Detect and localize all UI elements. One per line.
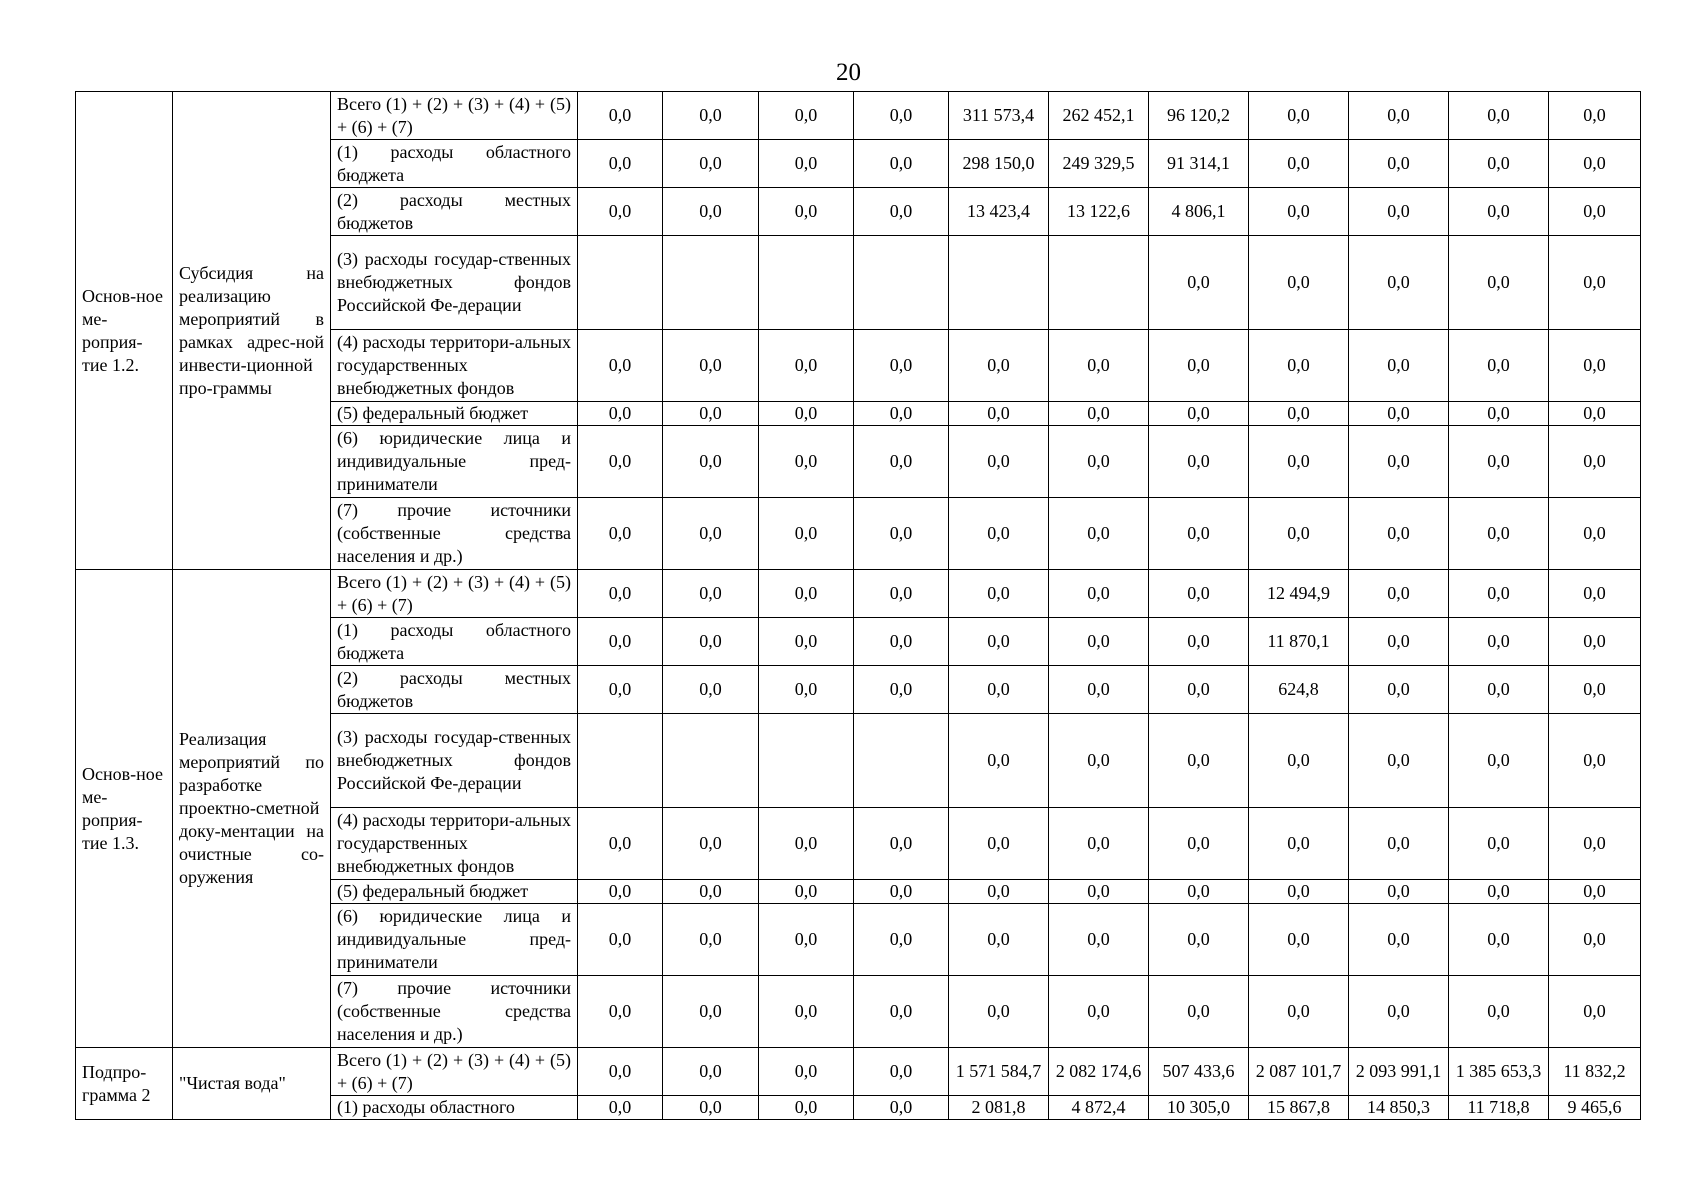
value-cell: 0,0 [854, 1048, 949, 1096]
value-cell: 0,0 [1449, 666, 1549, 714]
value-cell: 0,0 [1049, 330, 1149, 402]
value-cell: 311 573,4 [949, 92, 1049, 140]
value-cell: 0,0 [1349, 618, 1449, 666]
value-cell: 249 329,5 [1049, 140, 1149, 188]
value-cell: 0,0 [1449, 188, 1549, 236]
value-cell: 0,0 [1449, 618, 1549, 666]
value-cell: 0,0 [663, 618, 759, 666]
value-cell: 0,0 [1549, 570, 1641, 618]
value-cell: 0,0 [1549, 904, 1641, 976]
value-cell: 0,0 [1349, 498, 1449, 570]
value-cell: 0,0 [949, 402, 1049, 426]
activity-name-cell: "Чистая вода" [173, 1048, 331, 1120]
value-cell [759, 236, 854, 330]
value-cell: 2 082 174,6 [1049, 1048, 1149, 1096]
value-cell: 0,0 [1549, 236, 1641, 330]
value-cell: 0,0 [663, 330, 759, 402]
value-cell: 0,0 [578, 426, 663, 498]
budget-table [75, 91, 1641, 1120]
budget-table-body [76, 92, 1641, 1120]
value-cell: 0,0 [1149, 880, 1249, 904]
value-cell: 0,0 [949, 808, 1049, 880]
value-cell: 0,0 [1049, 976, 1149, 1048]
value-cell: 262 452,1 [1049, 92, 1149, 140]
value-cell: 0,0 [1449, 140, 1549, 188]
value-cell: 0,0 [1249, 498, 1349, 570]
value-cell: 10 305,0 [1149, 1096, 1249, 1120]
value-cell: 0,0 [1449, 92, 1549, 140]
value-cell: 0,0 [1249, 92, 1349, 140]
value-cell: 0,0 [1149, 976, 1249, 1048]
value-cell: 0,0 [854, 92, 949, 140]
value-cell: 0,0 [1149, 904, 1249, 976]
value-cell: 0,0 [1349, 714, 1449, 808]
value-cell: 0,0 [1349, 188, 1449, 236]
value-cell: 0,0 [759, 402, 854, 426]
value-cell: 0,0 [578, 570, 663, 618]
value-cell: 0,0 [1349, 808, 1449, 880]
value-cell: 0,0 [949, 714, 1049, 808]
value-cell: 0,0 [1249, 904, 1349, 976]
value-cell: 0,0 [1149, 402, 1249, 426]
funding-source-cell: (1) расходы областного бюджета [331, 140, 578, 188]
value-cell: 0,0 [949, 880, 1049, 904]
funding-source-cell: (6) юридические лица и индивидуальные пред-приниматели [331, 426, 578, 498]
value-cell [854, 236, 949, 330]
value-cell: 0,0 [1449, 426, 1549, 498]
value-cell: 0,0 [1049, 402, 1149, 426]
activity-cell: Основ-ное ме-роприя-тие 1.3. [76, 570, 173, 1048]
value-cell [578, 714, 663, 808]
funding-source-cell: (2) расходы местных бюджетов [331, 188, 578, 236]
funding-source-cell: (6) юридические лица и индивидуальные пред-приниматели [331, 904, 578, 976]
value-cell: 0,0 [1549, 330, 1641, 402]
value-cell: 0,0 [663, 402, 759, 426]
value-cell: 0,0 [854, 880, 949, 904]
value-cell: 0,0 [1549, 498, 1641, 570]
value-cell: 0,0 [1349, 402, 1449, 426]
value-cell: 0,0 [759, 188, 854, 236]
value-cell: 0,0 [578, 188, 663, 236]
value-cell: 0,0 [578, 402, 663, 426]
value-cell: 0,0 [759, 426, 854, 498]
value-cell: 0,0 [1549, 618, 1641, 666]
value-cell: 0,0 [949, 904, 1049, 976]
value-cell: 0,0 [1049, 618, 1149, 666]
funding-source-cell: (3) расходы государ-ственных внебюджетных фондов Российской Фе-дерации [331, 714, 578, 808]
value-cell: 0,0 [1449, 236, 1549, 330]
value-cell: 0,0 [1049, 498, 1149, 570]
value-cell: 0,0 [854, 498, 949, 570]
value-cell: 13 423,4 [949, 188, 1049, 236]
value-cell: 0,0 [578, 976, 663, 1048]
value-cell: 0,0 [854, 1096, 949, 1120]
value-cell: 0,0 [1349, 236, 1449, 330]
value-cell: 0,0 [1449, 402, 1549, 426]
funding-source-cell: Всего (1) + (2) + (3) + (4) + (5) + (6) + (7) [331, 1048, 578, 1096]
activity-name-cell: Реализация мероприятий по разработке проектно-сметной доку-ментации на очистные со-оружения [173, 570, 331, 1048]
value-cell: 0,0 [578, 904, 663, 976]
value-cell: 0,0 [1449, 976, 1549, 1048]
activity-cell: Основ-ное ме-роприя-тие 1.2. [76, 92, 173, 570]
value-cell: 0,0 [663, 666, 759, 714]
value-cell: 0,0 [949, 426, 1049, 498]
value-cell: 0,0 [578, 92, 663, 140]
value-cell: 0,0 [1349, 140, 1449, 188]
value-cell: 0,0 [949, 618, 1049, 666]
funding-source-cell: Всего (1) + (2) + (3) + (4) + (5) + (6) + (7) [331, 570, 578, 618]
value-cell: 0,0 [1549, 808, 1641, 880]
value-cell: 0,0 [949, 570, 1049, 618]
value-cell: 0,0 [1449, 808, 1549, 880]
value-cell: 0,0 [1049, 880, 1149, 904]
value-cell: 0,0 [759, 140, 854, 188]
value-cell: 507 433,6 [1149, 1048, 1249, 1096]
value-cell: 0,0 [1049, 808, 1149, 880]
value-cell: 0,0 [1349, 904, 1449, 976]
value-cell: 0,0 [663, 92, 759, 140]
value-cell: 1 571 584,7 [949, 1048, 1049, 1096]
value-cell: 0,0 [1549, 976, 1641, 1048]
page-number: 20 [836, 59, 861, 86]
value-cell: 0,0 [854, 666, 949, 714]
funding-source-cell: Всего (1) + (2) + (3) + (4) + (5) + (6) + (7) [331, 92, 578, 140]
value-cell [663, 236, 759, 330]
value-cell: 0,0 [663, 808, 759, 880]
value-cell: 2 081,8 [949, 1096, 1049, 1120]
value-cell: 0,0 [1149, 330, 1249, 402]
value-cell: 0,0 [1149, 618, 1249, 666]
value-cell: 0,0 [1249, 140, 1349, 188]
value-cell: 0,0 [1449, 498, 1549, 570]
value-cell: 0,0 [1349, 330, 1449, 402]
table-row [76, 570, 1641, 618]
value-cell: 0,0 [1249, 330, 1349, 402]
value-cell: 4 872,4 [1049, 1096, 1149, 1120]
value-cell: 0,0 [1549, 666, 1641, 714]
value-cell: 0,0 [1549, 880, 1641, 904]
value-cell: 0,0 [663, 188, 759, 236]
funding-source-cell: (4) расходы территори-альных государственных внебюджетных фондов [331, 808, 578, 880]
value-cell: 0,0 [1149, 570, 1249, 618]
funding-source-cell: (7) прочие источники (собственные средства населения и др.) [331, 976, 578, 1048]
value-cell: 0,0 [854, 618, 949, 666]
value-cell: 0,0 [1049, 714, 1149, 808]
value-cell: 15 867,8 [1249, 1096, 1349, 1120]
value-cell: 0,0 [759, 808, 854, 880]
value-cell: 12 494,9 [1249, 570, 1349, 618]
value-cell: 0,0 [759, 498, 854, 570]
value-cell: 0,0 [1349, 976, 1449, 1048]
value-cell: 0,0 [663, 976, 759, 1048]
value-cell: 0,0 [1349, 880, 1449, 904]
value-cell: 0,0 [663, 1096, 759, 1120]
activity-cell: Подпро-грамма 2 [76, 1048, 173, 1120]
value-cell: 0,0 [1149, 808, 1249, 880]
value-cell: 1 385 653,3 [1449, 1048, 1549, 1096]
activity-name-cell: Субсидия на реализацию мероприятий в рамках адрес-ной инвести-ционной про-граммы [173, 92, 331, 570]
value-cell: 0,0 [663, 570, 759, 618]
value-cell: 0,0 [1049, 570, 1149, 618]
value-cell: 0,0 [1349, 426, 1449, 498]
value-cell: 96 120,2 [1149, 92, 1249, 140]
funding-source-cell: (4) расходы территори-альных государственных внебюджетных фондов [331, 330, 578, 402]
value-cell: 0,0 [578, 666, 663, 714]
value-cell: 0,0 [1549, 140, 1641, 188]
value-cell: 14 850,3 [1349, 1096, 1449, 1120]
value-cell: 0,0 [663, 904, 759, 976]
value-cell: 91 314,1 [1149, 140, 1249, 188]
value-cell: 0,0 [1049, 904, 1149, 976]
value-cell: 0,0 [1449, 330, 1549, 402]
value-cell: 0,0 [854, 808, 949, 880]
value-cell: 0,0 [1149, 426, 1249, 498]
table-row [76, 92, 1641, 140]
value-cell: 0,0 [759, 92, 854, 140]
value-cell: 2 093 991,1 [1349, 1048, 1449, 1096]
funding-source-cell: (3) расходы государ-ственных внебюджетных фондов Российской Фе-дерации [331, 236, 578, 330]
funding-source-cell: (5) федеральный бюджет [331, 402, 578, 426]
value-cell: 0,0 [759, 904, 854, 976]
value-cell [854, 714, 949, 808]
value-cell: 0,0 [1549, 92, 1641, 140]
funding-source-cell: (5) федеральный бюджет [331, 880, 578, 904]
value-cell: 298 150,0 [949, 140, 1049, 188]
value-cell: 0,0 [1149, 666, 1249, 714]
value-cell: 0,0 [854, 904, 949, 976]
value-cell: 0,0 [1049, 426, 1149, 498]
value-cell: 0,0 [663, 140, 759, 188]
value-cell [1049, 236, 1149, 330]
value-cell: 0,0 [1349, 570, 1449, 618]
table-row [76, 1048, 1641, 1096]
value-cell: 0,0 [1149, 498, 1249, 570]
value-cell: 0,0 [759, 976, 854, 1048]
value-cell: 0,0 [759, 666, 854, 714]
value-cell: 0,0 [854, 330, 949, 402]
value-cell: 0,0 [1549, 402, 1641, 426]
value-cell: 0,0 [1049, 666, 1149, 714]
value-cell: 0,0 [759, 330, 854, 402]
funding-source-cell: (7) прочие источники (собственные средства населения и др.) [331, 498, 578, 570]
value-cell [949, 236, 1049, 330]
value-cell: 11 718,8 [1449, 1096, 1549, 1120]
value-cell: 0,0 [1449, 570, 1549, 618]
value-cell: 0,0 [854, 426, 949, 498]
value-cell: 0,0 [854, 976, 949, 1048]
value-cell: 0,0 [578, 140, 663, 188]
value-cell: 0,0 [1549, 714, 1641, 808]
value-cell: 0,0 [759, 1048, 854, 1096]
value-cell: 624,8 [1249, 666, 1349, 714]
value-cell: 0,0 [1349, 92, 1449, 140]
value-cell: 0,0 [578, 498, 663, 570]
value-cell: 0,0 [854, 140, 949, 188]
value-cell: 0,0 [578, 808, 663, 880]
funding-source-cell: (2) расходы местных бюджетов [331, 666, 578, 714]
value-cell: 0,0 [1249, 976, 1349, 1048]
funding-source-cell: (1) расходы областного бюджета [331, 618, 578, 666]
funding-source-cell: (1) расходы областного [331, 1096, 578, 1120]
value-cell: 0,0 [578, 1096, 663, 1120]
value-cell: 0,0 [1449, 904, 1549, 976]
value-cell: 0,0 [663, 498, 759, 570]
value-cell: 0,0 [1249, 402, 1349, 426]
value-cell: 0,0 [854, 402, 949, 426]
value-cell: 0,0 [1149, 236, 1249, 330]
value-cell [578, 236, 663, 330]
value-cell: 0,0 [1549, 426, 1641, 498]
value-cell: 0,0 [854, 188, 949, 236]
value-cell: 2 087 101,7 [1249, 1048, 1349, 1096]
value-cell: 0,0 [1449, 714, 1549, 808]
value-cell: 0,0 [1249, 236, 1349, 330]
value-cell: 4 806,1 [1149, 188, 1249, 236]
value-cell: 0,0 [663, 426, 759, 498]
value-cell: 0,0 [1249, 808, 1349, 880]
value-cell: 0,0 [578, 1048, 663, 1096]
value-cell: 0,0 [949, 666, 1049, 714]
value-cell: 9 465,6 [1549, 1096, 1641, 1120]
value-cell: 0,0 [1249, 426, 1349, 498]
value-cell: 0,0 [1249, 880, 1349, 904]
value-cell: 0,0 [1349, 666, 1449, 714]
value-cell: 0,0 [759, 880, 854, 904]
value-cell: 0,0 [663, 1048, 759, 1096]
value-cell: 0,0 [578, 880, 663, 904]
value-cell: 0,0 [759, 570, 854, 618]
value-cell: 0,0 [1249, 714, 1349, 808]
value-cell: 13 122,6 [1049, 188, 1149, 236]
value-cell: 11 832,2 [1549, 1048, 1641, 1096]
value-cell: 0,0 [1549, 188, 1641, 236]
value-cell: 0,0 [949, 976, 1049, 1048]
value-cell: 0,0 [1249, 188, 1349, 236]
value-cell: 0,0 [1449, 880, 1549, 904]
value-cell [759, 714, 854, 808]
value-cell: 0,0 [1149, 714, 1249, 808]
value-cell: 0,0 [578, 330, 663, 402]
value-cell [663, 714, 759, 808]
value-cell: 0,0 [759, 1096, 854, 1120]
value-cell: 0,0 [663, 880, 759, 904]
value-cell: 0,0 [578, 618, 663, 666]
value-cell: 0,0 [759, 618, 854, 666]
value-cell: 0,0 [949, 498, 1049, 570]
value-cell: 0,0 [854, 570, 949, 618]
value-cell: 0,0 [949, 330, 1049, 402]
value-cell: 11 870,1 [1249, 618, 1349, 666]
